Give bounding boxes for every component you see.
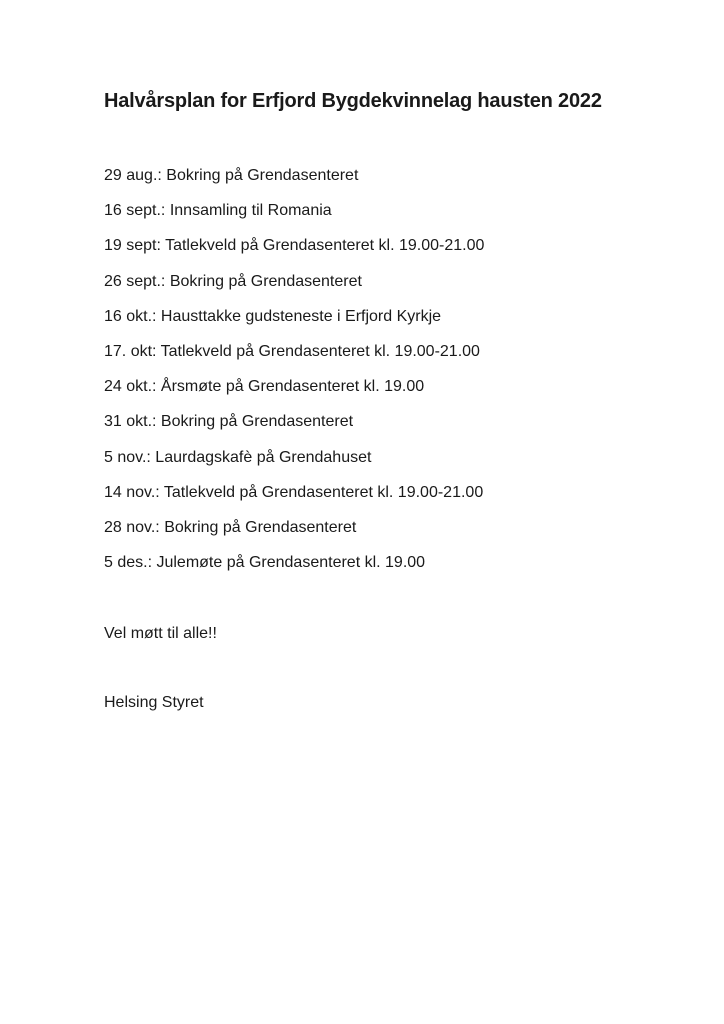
event-list [104, 164, 484, 586]
event-item: 14 nov.: Tatlekveld på Grendasenteret kl. 19.00-21.00 [104, 483, 484, 501]
event-item: 26 sept.: Bokring på Grendasenteret [104, 272, 362, 290]
event-item: 17. okt: Tatlekveld på Grendasenteret kl. 19.00-21.00 [104, 342, 480, 360]
event-item: 5 des.: Julemøte på Grendasenteret kl. 19.00 [104, 554, 426, 572]
event-item: 28 nov.: Bokring på Grendasenteret [104, 518, 357, 536]
event-item: 24 okt.: Årsmøte på Grendasenteret kl. 19.00 [104, 378, 425, 396]
event-item: 5 nov.: Laurdagskafè på Grendahuset [104, 448, 372, 466]
closing-line: Vel møtt til alle!! [104, 625, 217, 642]
signature-line: Helsing Styret [104, 694, 204, 711]
document-title: Halvårsplan for Erfjord Bygdekvinnelag hausten 2022 [104, 90, 602, 112]
event-item: 16 okt.: Hausttakke gudsteneste i Erfjord Kyrkje [104, 307, 442, 325]
event-item: 31 okt.: Bokring på Grendasenteret [104, 413, 354, 431]
event-item: 29 aug.: Bokring på Grendasenteret [104, 167, 359, 184]
event-item: 19 sept: Tatlekveld på Grendasenteret kl. 19.00-21.00 [104, 237, 485, 255]
event-item: 16 sept.: Innsamling til Romania [104, 202, 332, 220]
